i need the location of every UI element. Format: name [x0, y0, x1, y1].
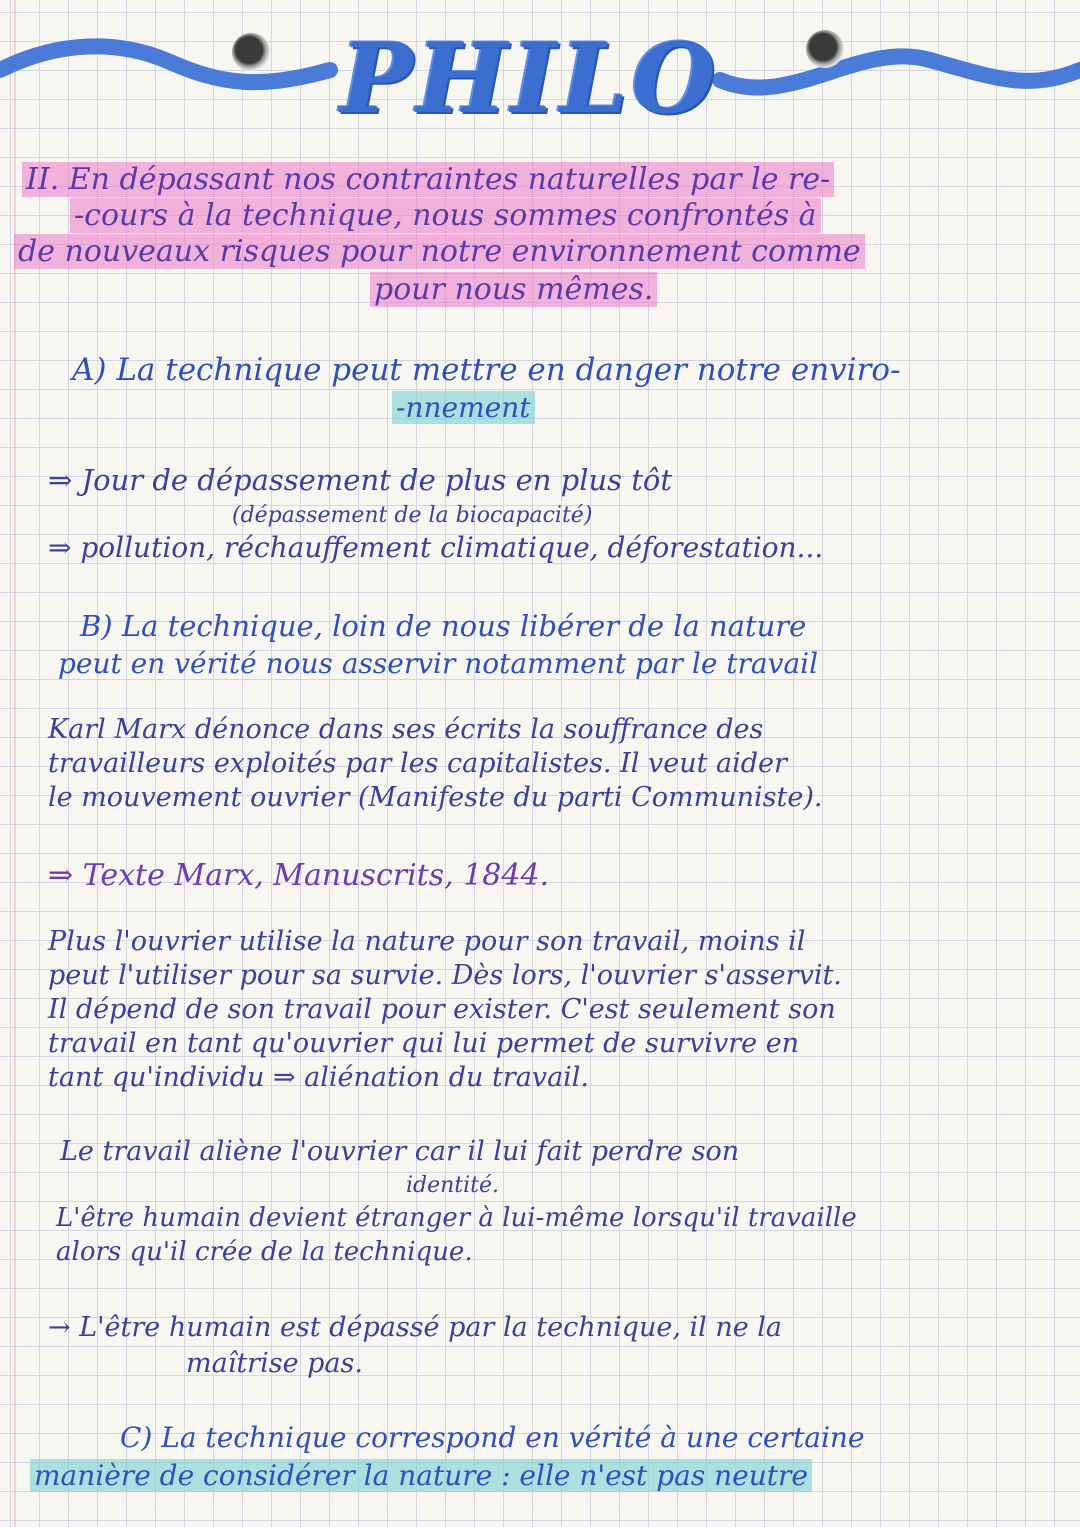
part-b-heading: B) La technique, loin de nous libérer de la nature	[80, 609, 807, 643]
part-a-bullet-2: ⇒ pollution, réchauffement climatique, déforestation...	[48, 531, 824, 564]
section-ii-line-3: de nouveaux risques pour notre environnement comme	[14, 234, 865, 270]
section-ii-line-1: II. En dépassant nos contraintes naturelles par le re-	[22, 162, 834, 198]
binder-hole-left	[232, 33, 270, 71]
part-b-analysis-4: alors qu'il crée de la technique.	[56, 1237, 473, 1267]
part-b-conclusion-2: maîtrise pas.	[186, 1348, 363, 1379]
part-b-analysis-3: L'être humain devient étranger à lui-même lorsqu'il travaille	[56, 1203, 857, 1233]
part-b-analysis-1: Le travail aliène l'ouvrier car il lui fait perdre son	[60, 1136, 740, 1167]
section-ii-line-4: pour nous mêmes.	[370, 272, 657, 308]
part-b-text-reference: ⇒ Texte Marx, Manuscrits, 1844.	[48, 858, 550, 893]
part-b-para-1: Karl Marx dénonce dans ses écrits la souffrance des	[48, 714, 764, 745]
part-b-quote-4: travail en tant qu'ouvrier qui lui permet de survivre en	[48, 1028, 800, 1059]
section-ii-line-2: -cours à la technique, nous sommes confrontés à	[70, 198, 821, 234]
part-a-bullet-1: ⇒ Jour de dépassement de plus en plus tôt	[48, 463, 673, 497]
part-b-quote-3: Il dépend de son travail pour exister. C'est seulement son	[48, 994, 836, 1025]
part-a-heading-cont: -nnement	[392, 390, 535, 426]
part-b-quote-1: Plus l'ouvrier utilise la nature pour son travail, moins il	[48, 926, 806, 957]
part-b-quote-2: peut l'utiliser pour sa survie. Dès lors, l'ouvrier s'asservit.	[48, 960, 842, 991]
binder-hole-right	[806, 30, 844, 68]
margin-line	[14, 0, 16, 1527]
part-c-heading-cont: manière de considérer la nature : elle n'est pas neutre	[30, 1458, 812, 1494]
part-c-heading: C) La technique correspond en vérité à une certaine	[120, 1421, 865, 1454]
part-b-para-3: le mouvement ouvrier (Manifeste du parti Communiste).	[48, 782, 823, 813]
part-b-quote-5: tant qu'individu ⇒ aliénation du travail.	[48, 1062, 590, 1093]
part-b-conclusion-1: → L'être humain est dépassé par la technique, il ne la	[48, 1312, 783, 1343]
part-a-bullet-1-note: (dépassement de la biocapacité)	[232, 503, 593, 528]
part-b-analysis-2: identité.	[406, 1173, 500, 1198]
page-title: PHILO	[340, 22, 720, 135]
part-b-para-2: travailleurs exploités par les capitalistes. Il veut aider	[48, 748, 787, 779]
part-a-heading: A) La technique peut mettre en danger notre enviro-	[72, 352, 901, 388]
part-b-heading-cont: peut en vérité nous asservir notamment par le travail	[58, 647, 819, 680]
